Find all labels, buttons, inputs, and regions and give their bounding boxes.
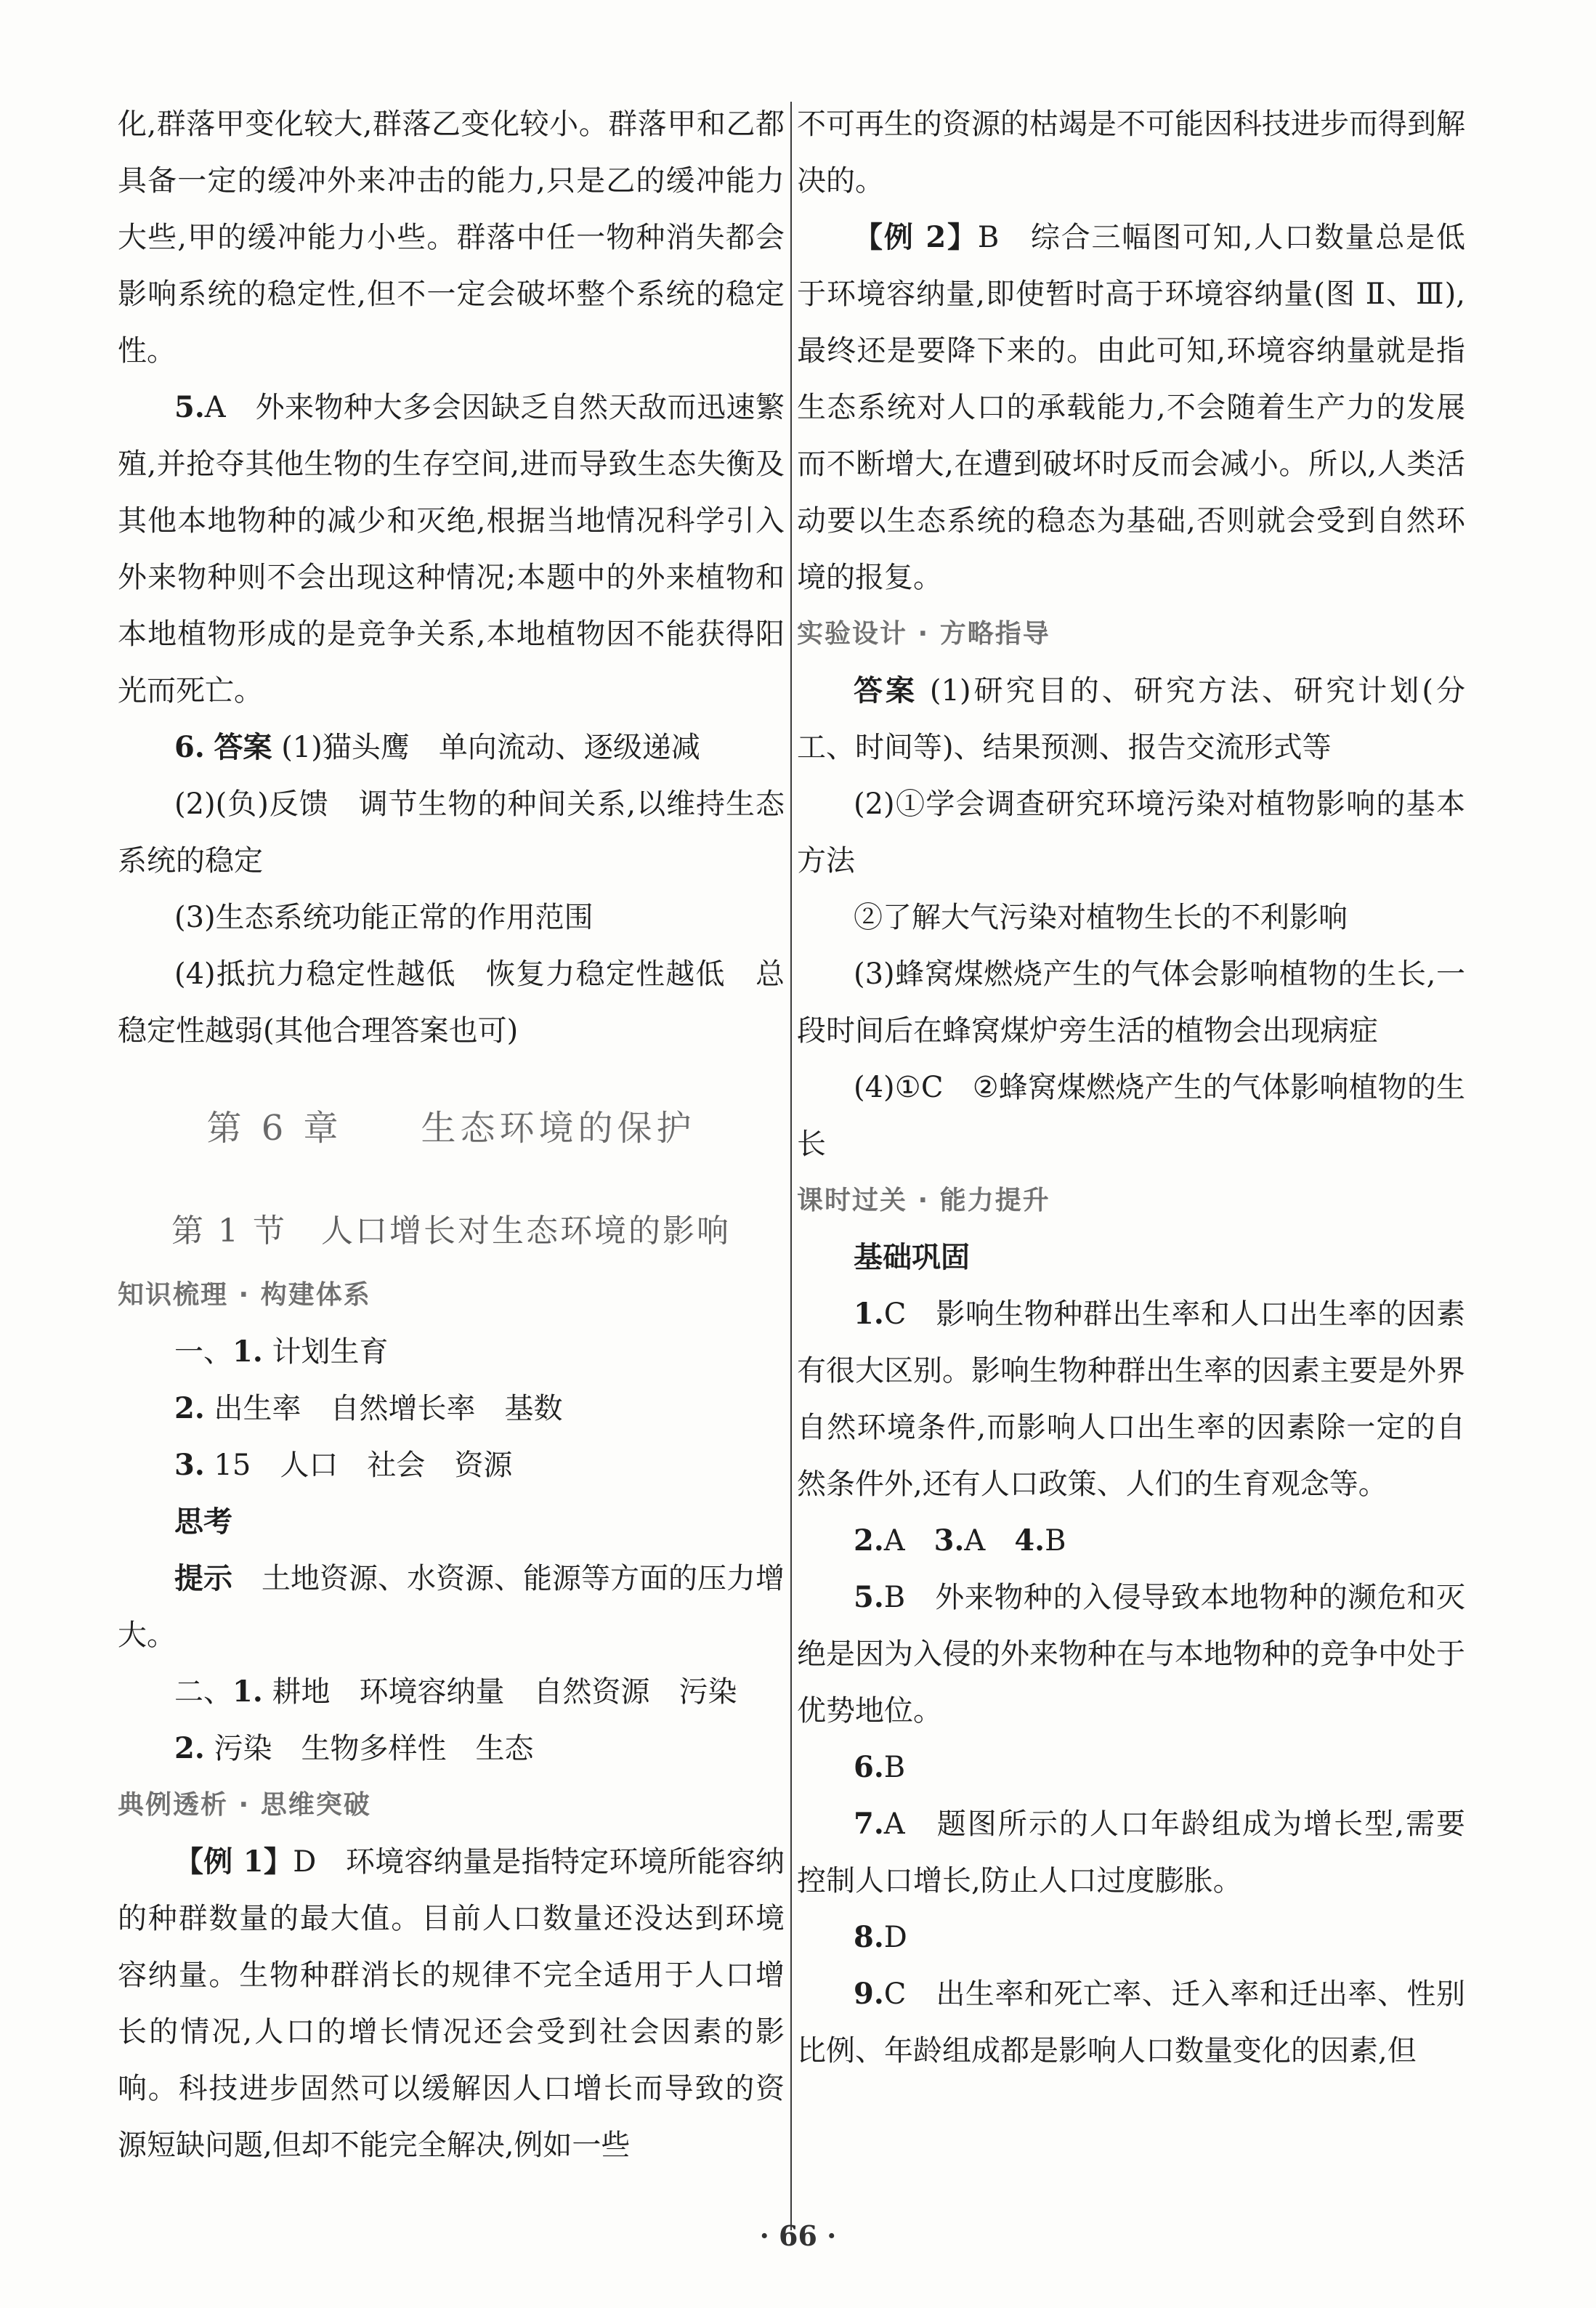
section-heading: 典例透析 · 思维突破 <box>118 1790 371 1820</box>
answer-6-part-2: (2)(负)反馈 调节生物的种间关系,以维持生态系统的稳定 <box>118 787 785 878</box>
answer-item: 7.A 题图所示的人口年龄组成为增长型,需要控制人口增长,防止人口过度膨胀。 <box>797 1807 1465 1898</box>
answer-item: 8.D <box>854 1920 907 1954</box>
paragraph: 化,群落甲变化较大,群落乙变化较小。群落甲和乙都具备一定的缓冲外来冲击的能力,只是乙的缓冲能力大些,甲的缓冲能力小些。群落中任一物种消失都会影响系统的稳定性,但不一定会破坏整个系统的稳定性。 <box>118 108 785 368</box>
think-heading: 思考 <box>174 1505 232 1539</box>
answer-item: 6.B <box>854 1750 906 1784</box>
section-heading: 知识梳理 · 构建体系 <box>118 1280 371 1310</box>
answer-part-4: (4)①C ②蜂窝煤燃烧产生的气体影响植物的生长 <box>797 1071 1465 1161</box>
answer-5: 5.A 外来物种大多会因缺乏自然天敌而迅速繁殖,并抢夺其他生物的生存空间,进而导致生态失衡及其他本地物种的减少和灭绝,根据当地情况科学引入外来物种则不会出现这种情况;本题中的外来植物和本地植物形成的是竞争关系,本地植物因不能获得阳光而死亡。 <box>118 390 785 708</box>
page-number: · 66 · <box>759 2219 837 2252</box>
answer-6-part-4: (4)抵抗力稳定性越低 恢复力稳定性越低 总稳定性越弱(其他合理答案也可) <box>118 957 785 1048</box>
answer-part-2b: ②了解大气污染对植物生长的不利影响 <box>854 901 1348 934</box>
section-heading: 课时过关 · 能力提升 <box>797 1186 1050 1215</box>
example-1: 【例 1】D 环境容纳量是指特定环境所能容纳的种群数量的最大值。目前人口数量还没达到环境容纳量。生物种群消长的规律不完全适用于人口增长的情况,人口的增长情况还会受到社会因素的影响。科技进步固然可以缓解因人口增长而导致的资源短缺问题,但却不能完全解决,例如一些 <box>118 1845 785 2162</box>
paragraph: 不可再生的资源的枯竭是不可能因科技进步而得到解决的。 <box>797 108 1465 198</box>
list-item: 2. 污染 生物多样性 生态 <box>174 1731 534 1765</box>
answer-item: 2.A 3.A 4.B <box>854 1523 1066 1558</box>
section-title: 第 1 节 人口增长对生态环境的影响 <box>171 1212 731 1250</box>
chapter-title: 第 6 章 生态环境的保护 <box>206 1108 696 1149</box>
basic-heading: 基础巩固 <box>854 1240 970 1274</box>
right-column <box>797 96 1465 2079</box>
answer-item: 1.C 影响生物种群出生率和人口出生率的因素有很大区别。影响生物种群出生率的因素主要是外界自然环境条件,而影响人口出生率的因素除一定的自然条件外,还有人口政策、人们的生育观念等。 <box>797 1297 1465 1501</box>
answer-part-3: (3)蜂窝煤燃烧产生的气体会影响植物的生长,一段时间后在蜂窝煤炉旁生活的植物会出现病症 <box>797 957 1465 1048</box>
list-item: 3. 15 人口 社会 资源 <box>174 1448 513 1482</box>
answer-part-2: (2)①学会调查研究环境污染对植物影响的基本方法 <box>797 787 1465 878</box>
list-item: 2. 出生率 自然增长率 基数 <box>174 1391 563 1425</box>
answer-item: 9.C 出生率和死亡率、迁入率和迁出率、性别比例、年龄组成都是影响人口数量变化的因素,但 <box>797 1977 1465 2068</box>
section-heading: 实验设计 · 方略指导 <box>797 619 1050 649</box>
answer-item: 5.B 外来物种的入侵导致本地物种的濒危和灭绝是因为入侵的外来物种在与本地物种的竞争中处于优势地位。 <box>797 1580 1465 1728</box>
example-2: 【例 2】B 综合三幅图可知,人口数量总是低于环境容纳量,即使暂时高于环境容纳量(图 Ⅱ、Ⅲ),最终还是要降下来的。由此可知,环境容纳量就是指生态系统对人口的承载能力,不会随着生产力的发展而不断增大,在遭到破坏时反而会减小。所以,人类活动要以生态系统的稳态为基础,否则就会受到自然环境的报复。 <box>797 220 1466 594</box>
left-column <box>118 96 785 2174</box>
list-item: 二、1. 耕地 环境容纳量 自然资源 污染 <box>174 1675 737 1709</box>
column-divider <box>790 102 792 2230</box>
answer-paragraph: 答案 (1)研究目的、研究方法、研究计划(分工、时间等)、结果预测、报告交流形式等 <box>797 673 1466 764</box>
answer-6-part-3: (3)生态系统功能正常的作用范围 <box>174 901 594 934</box>
hint-paragraph: 提示 土地资源、水资源、能源等方面的压力增大。 <box>118 1561 785 1652</box>
list-item: 一、1. 计划生育 <box>174 1335 389 1369</box>
answer-6: 6. 答案 (1)猫头鹰 单向流动、逐级递减 <box>174 730 700 764</box>
